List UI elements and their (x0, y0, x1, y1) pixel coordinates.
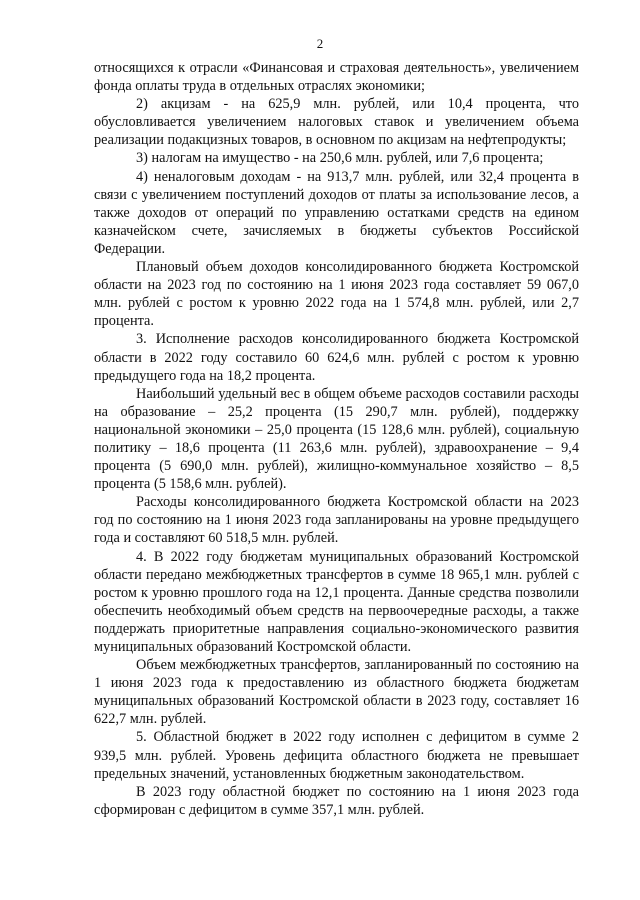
paragraph-continuation: относящихся к отрасли «Финансовая и страховая деятельность», увеличением фонда оплаты труда в отдельных отраслях экономики; (94, 60, 579, 95)
paragraph-deficit-2022: 5. Областной бюджет в 2022 году исполнен с дефицитом в сумме 2 939,5 млн. рублей. Уровень дефицита областного бюджета не превышает предельных значений, установленных бюджетным законодательством. (94, 729, 579, 782)
paragraph-excise: 2) акцизам - на 625,9 млн. рублей, или 10,4 процента, что обусловливается увеличением налоговых ставок и увеличением объема реализации подакцизных товаров, в основном по акцизам на нефтепродукты; (94, 96, 579, 149)
page-number: 2 (316, 36, 324, 51)
paragraph-transfers-2022: 4. В 2022 году бюджетам муниципальных образований Костромской области передано межбюджетных трансфертов в сумме 18 965,1 млн. рублей с ростом к уровню прошлого года на 12,1 процента. Данные средства позволили обеспечить необходимый объем средств на первоочередные расходы, а также поддержать приоритетные направления социально-экономического развития муниципальных образований Костромской области. (94, 548, 579, 655)
paragraph-expenditure-execution: 3. Исполнение расходов консолидированного бюджета Костромской области в 2022 году составило 60 624,6 млн. рублей с ростом к уровню предыдущего года на 18,2 процента. (94, 331, 579, 384)
paragraph-deficit-2023: В 2023 году областной бюджет по состоянию на 1 июня 2023 года сформирован с дефицитом в сумме 357,1 млн. рублей. (94, 783, 579, 818)
paragraph-planned-expenditure: Расходы консолидированного бюджета Костромской области на 2023 год по состоянию на 1 июня 2023 года запланированы на уровне предыдущего года и составляют 60 518,5 млн. рублей. (94, 494, 579, 547)
paragraph-non-tax-income: 4) неналоговым доходам - на 913,7 млн. рублей, или 32,4 процента в связи с увеличением поступлений доходов от платы за использование лесов, а также доходов от операций по управлению остатками средств на едином казначейском счете, зачисляемых в бюджеты субъектов Российской Федерации. (94, 168, 579, 257)
paragraph-expenditure-structure: Наибольший удельный вес в общем объеме расходов составили расходы на образование – 25,2 процента (15 290,7 млн. рублей), поддержку национальной экономики – 25,0 процента (15 128,6 млн. рублей), социальную политику – 18,6 процента (11 263,6 млн. рублей), здравоохранение – 9,4 процента (5 690,0 млн. рублей), жилищно-коммунальное хозяйство – 8,5 процента (5 158,6 млн. рублей). (94, 385, 579, 493)
paragraph-planned-income: Плановый объем доходов консолидированного бюджета Костромской области на 2023 год по состоянию на 1 июня 2023 года составляет 59 067,0 млн. рублей с ростом к уровню 2022 года на 1 574,8 млн. рублей, или 2,7 процента. (94, 259, 579, 330)
paragraph-transfers-2023: Объем межбюджетных трансфертов, запланированный по состоянию на 1 июня 2023 года к предоставлению из областного бюджета бюджетам муниципальных образований Костромской области в 2023 году, составляет 16 622,7 млн. рублей. (94, 657, 579, 728)
document-body (94, 59, 579, 819)
paragraph-property-tax: 3) налогам на имущество - на 250,6 млн. рублей, или 7,6 процента; (136, 150, 544, 167)
